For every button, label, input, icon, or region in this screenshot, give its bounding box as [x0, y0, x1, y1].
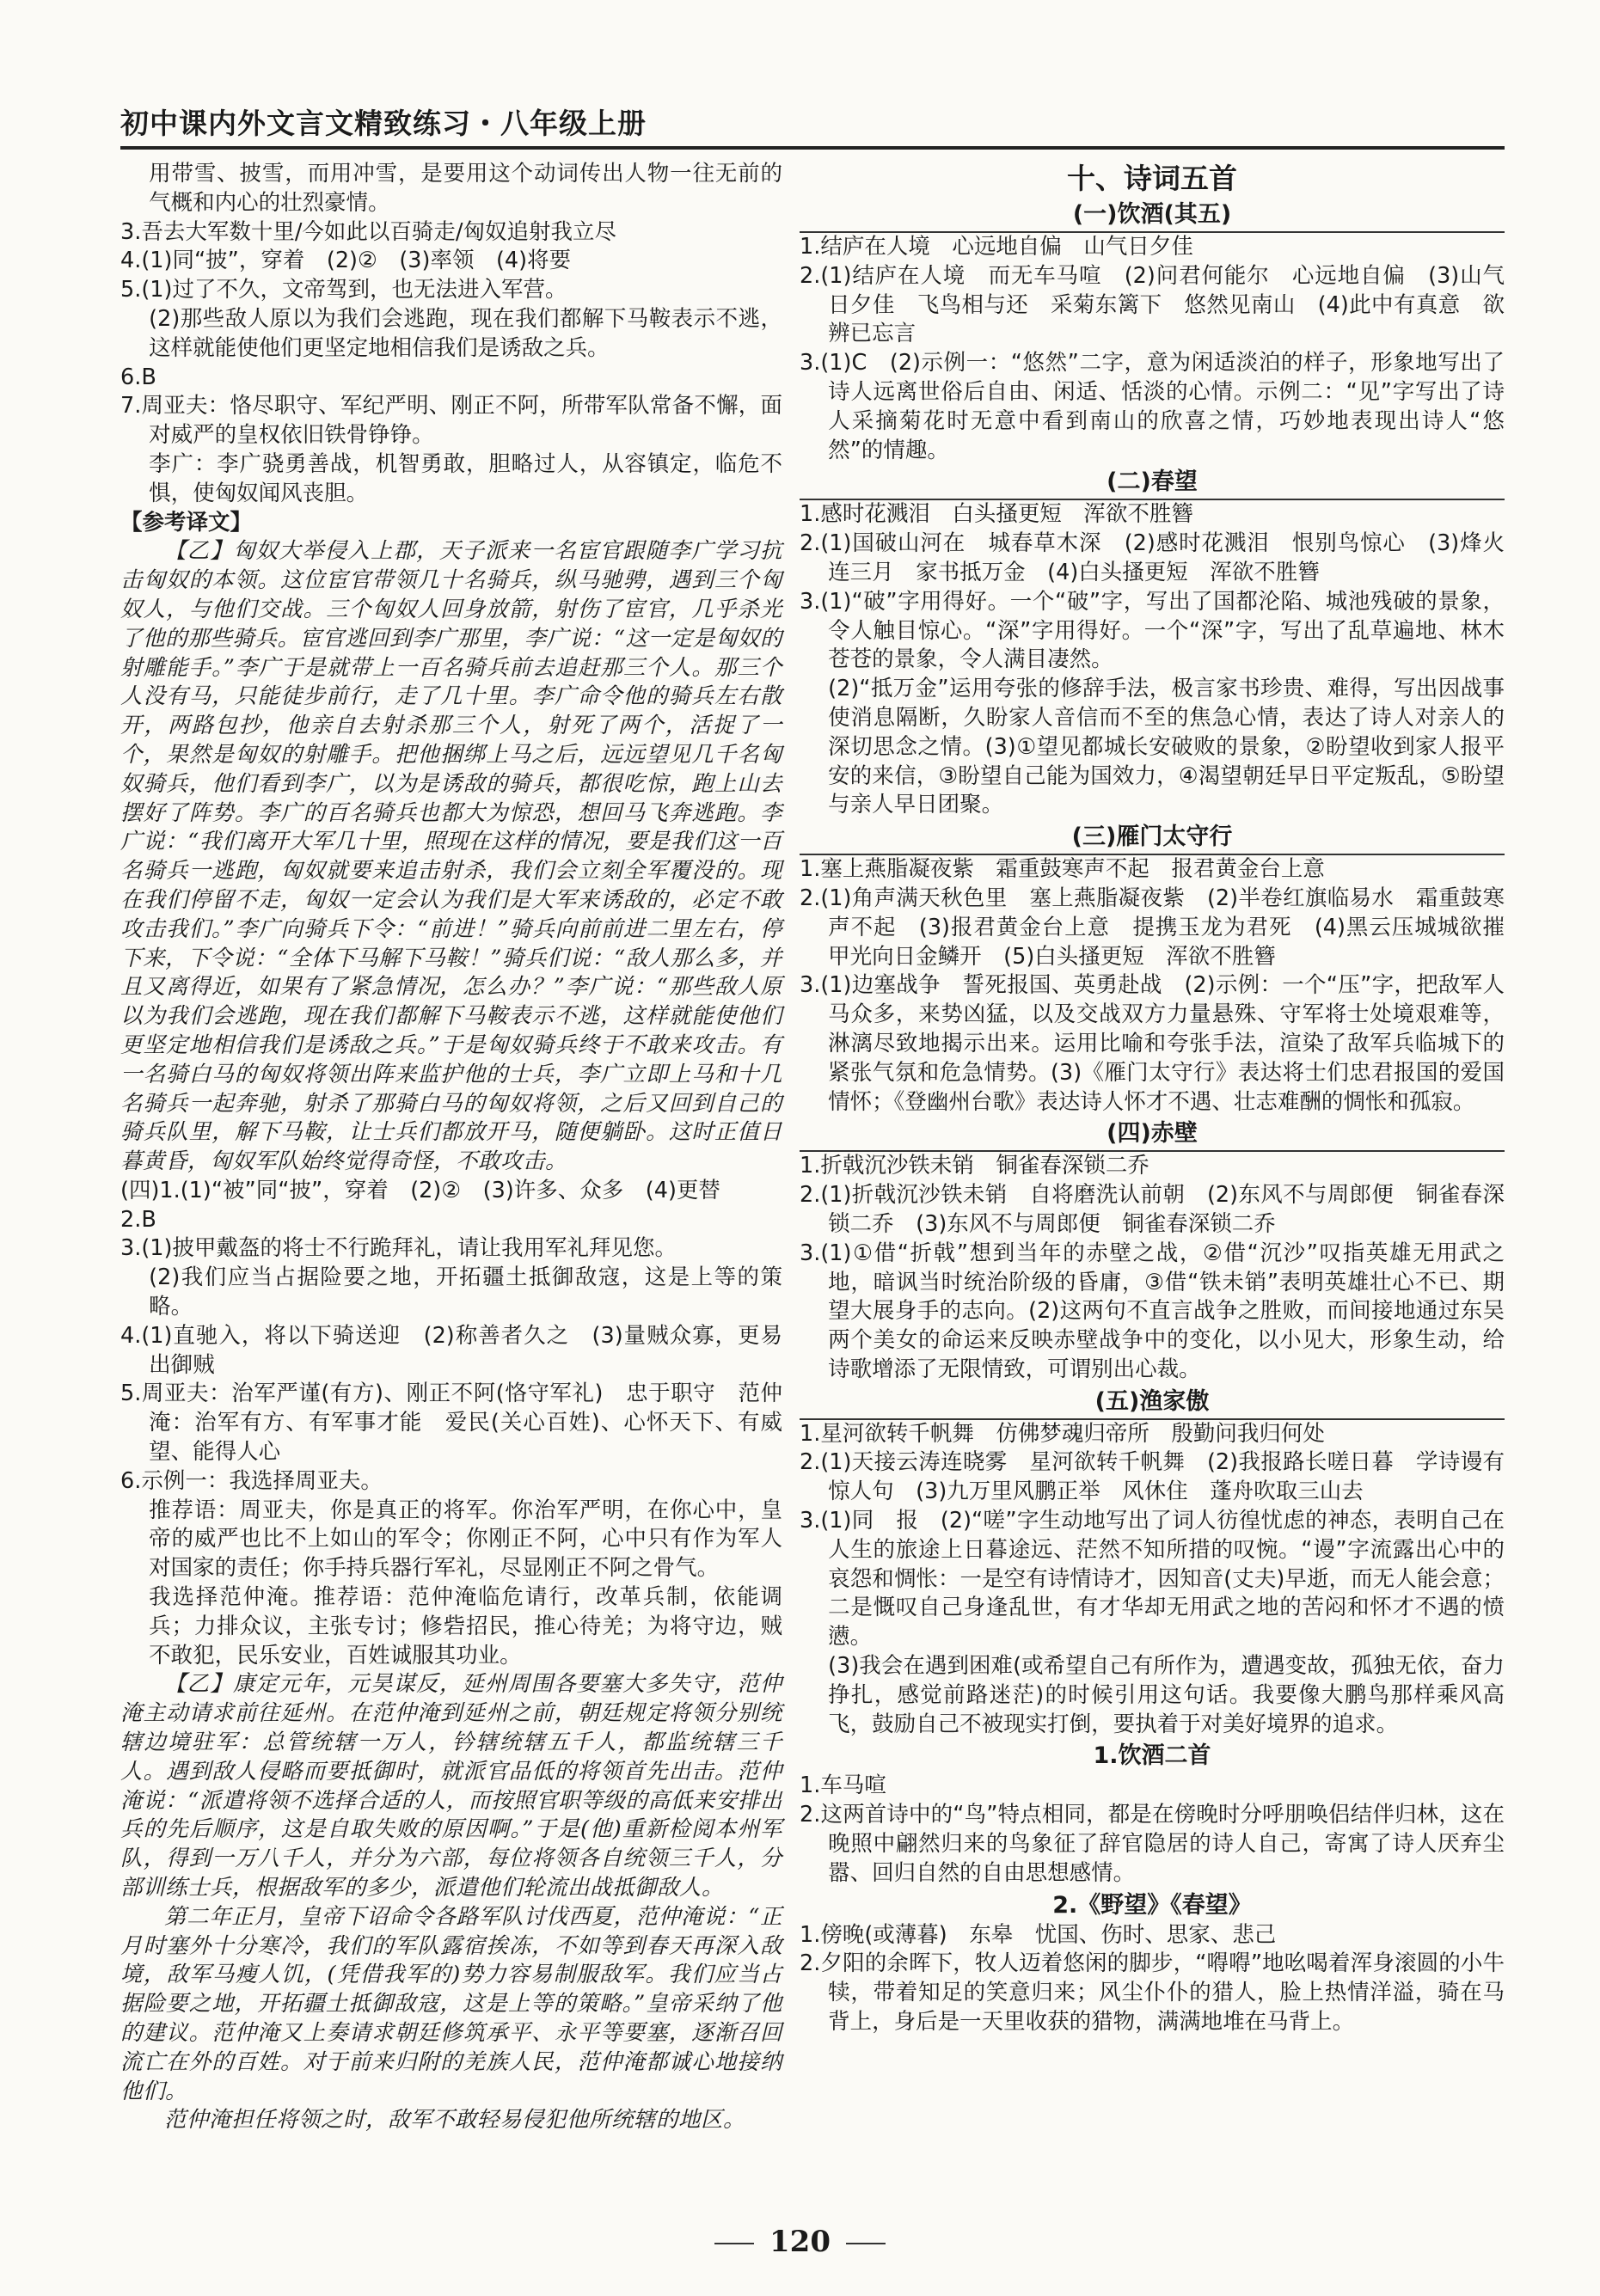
- answer-line: (3)我会在遇到困难(或希望自己有所作为，遭遇变故，孤独无依，奋力挣扎，感觉前路迷茫)的时候引用这句话。我要像大鹏鸟那样乘风高飞，鼓励自己不被现实打倒，要执着于对美好境界的追求。: [828, 1653, 1505, 1737]
- answer-line: 用带雪、披雪，而用冲雪，是要用这个动词传出人物一往无前的气概和内心的壮烈豪情。: [149, 161, 782, 216]
- answer-line: (2)我们应当占据险要之地，开拓疆土抵御敌寇，这是上等的策略。: [149, 1264, 782, 1320]
- answer-line: 4.(1)同“披”，穿着 (2)② (3)率领 (4)将要: [120, 248, 572, 274]
- answer-line: 1.车马喧: [800, 1773, 886, 1799]
- page-number-dash-left: [714, 2243, 754, 2244]
- subsection-title: (二)春望: [800, 467, 1505, 500]
- answer-line: 2.(1)角声满天秋色里 塞上燕脂凝夜紫 (2)半卷红旗临易水 霜重鼓寒声不起 (3)报君黄金台上意 提携玉龙为君死 (4)黑云压城城欲摧 甲光向日金鳞开 (5)白头搔更短 浑欲不胜簪: [800, 885, 1527, 970]
- answer-line: 3.吾去大军数十里/今如此以百骑走/匈奴追射我立尽: [120, 218, 617, 245]
- answer-line: 1.感时花溅泪 白头搔更短 浑欲不胜簪: [800, 501, 1193, 528]
- answer-line: 3.(1)①借“折戟”想到当年的赤壁之战，②借“沉沙”叹指英雄无用武之地，暗讽当时统治阶级的昏庸，③借“铁未销”表明英雄壮心不已、期望大展身手的志向。(2)这两句不直言战争之胜败，而间接地通过东吴两个美女的命运来反映赤壁战争中的变化，以小见大，形象生动，给诗歌增添了无限情致，可谓别出心裁。: [800, 1240, 1505, 1382]
- section-title: 十、诗词五首: [1067, 162, 1237, 195]
- answer-line: 1.折戟沉沙铁未销 铜雀春深锁二乔: [800, 1153, 1149, 1179]
- translation-paragraph: 【乙】康定元年，元昊谋反，延州周围各要塞大多失守，范仲淹主动请求前往延州。在范仲淹到延州之前，朝廷规定将领分别统辖边境驻军：总管统辖一万人，钤辖统辖五千人，都监统辖三千人。遇到敌人侵略而要抵御时，就派官品低的将领首先出击。范仲淹说：“派遣将领不选择合适的人，而按照官职等级的高低来安排出兵的先后顺序，这是自取失败的原因啊。”于是(他)重新检阅本州军队，得到一万八千人，并分为六部，每位将领各自统领三千人，分部训练士兵，根据敌军的多少，派遣他们轮流出战抵御敌人。: [120, 1671, 782, 1901]
- answer-line: 2.夕阳的余晖下，牧人迈着悠闲的脚步，“嘚嘚”地吆喝着浑身滚圆的小牛犊，带着知足的笑意归来；风尘仆仆的猎人，脸上热情洋溢，骑在马背上，身后是一天里收获的猎物，满满地堆在马背上。: [800, 1950, 1505, 2036]
- answer-line: 推荐语：周亚夫，你是真正的将军。你治军严明，在你心中，皇帝的威严也比不上如山的军令；你刚正不阿，心中只有作为军人对国家的责任；你手持兵器行军礼，尽显刚正不阿之骨气。: [149, 1497, 782, 1582]
- answer-line: 3.(1)边塞战争 誓死报国、英勇赴战 (2)示例：一个“压”字，把敌军人马众多，来势凶猛，以及交战双方力量悬殊、守军将士处境艰难等，淋漓尽致地揭示出来。运用比喻和夸张手法，渲染了敌军兵临城下的紧张气氛和危急情势。(3)《雁门太守行》表达将士们忠君报国的爱国情怀；《登幽州台歌》表达诗人怀才不遇、壮志难酬的惆怅和孤寂。: [800, 972, 1505, 1115]
- answer-line: 3.(1)同 报 (2)“嗟”字生动地写出了词人彷徨忧虑的神态，表明自己在人生的旅途上日暮途远、茫然不知所措的叹惋。“谩”字流露出心中的哀怨和惆怅：一是空有诗情诗才，因知音(丈夫)早逝，而无人能会意；二是慨叹自己身逢乱世，有才华却无用武之地的苦闷和怀才不遇的愤懑。: [800, 1508, 1505, 1650]
- subsection-title: 2.《野望》《春望》: [1052, 1891, 1252, 1919]
- answer-line: (2)“抵万金”运用夸张的修辞手法，极言家书珍贵、难得，写出因战事使消息隔断，久盼家人音信而不至的焦急心情，表达了诗人对亲人的深切思念之情。(3)①望见都城长安破败的景象，②盼望收到家人报平安的来信，③盼望自己能为国效力，④渴望朝廷早日平定叛乱，⑤盼望与亲人早日团聚。: [828, 676, 1505, 818]
- reference-translation-title: 【参考译文】: [120, 509, 253, 536]
- answer-line: 2.B: [120, 1206, 156, 1233]
- answer-line: 2.(1)国破山河在 城春草木深 (2)感时花溅泪 恨别鸟惊心 (3)烽火连三月 家书抵万金 (4)白头搔更短 浑欲不胜簪: [800, 530, 1505, 585]
- answer-line: 1.塞上燕脂凝夜紫 霜重鼓寒声不起 报君黄金台上意: [800, 856, 1325, 883]
- answer-line: 1.星河欲转千帆舞 仿佛梦魂归帝所 殷勤问我归何处: [800, 1420, 1325, 1447]
- translation-paragraph: 第二年正月，皇帝下诏命令各路军队讨伐西夏，范仲淹说：“正月时塞外十分寒冷，我们的军队露宿挨冻，不如等到春天再深入敌境，敌军马瘦人饥，(凭借我军的)势力容易制服敌军。我们应当占据险要之地，开拓疆土抵御敌寇，这是上等的策略。”皇帝采纳了他的建议。范仲淹又上奏请求朝廷修筑承平、永平等要塞，逐渐召回流亡在外的百姓。对于前来归附的羌族人民，范仲淹都诚心地接纳他们。: [120, 1903, 782, 2104]
- answer-line: 4.(1)直驰入，将以下骑送迎 (2)称善者久之 (3)量贼众寡，更易出御贼: [120, 1322, 782, 1378]
- right-parts: [800, 199, 1527, 2037]
- answer-line: 1.傍晚(或薄暮) 东皋 忧国、伤时、思家、悲己: [800, 1921, 1277, 1948]
- answer-line: 我选择范仲淹。推荐语：范仲淹临危请行，改革兵制，依能调兵；力排众议，主张专讨；修砦招民，推心待羌；为将守边，贼不敢犯，民乐安业，百姓诚服其功业。: [149, 1584, 782, 1668]
- answer-line: 李广：李广骁勇善战，机智勇敢，胆略过人，从容镇定，临危不惧，使匈奴闻风丧胆。: [149, 450, 782, 506]
- answer-line: 7.周亚夫：恪尽职守、军纪严明、刚正不阿，所带军队常备不懈，面对威严的皇权依旧铁骨铮铮。: [120, 393, 782, 449]
- answer-line: 2.(1)折戟沉沙铁未销 自将磨洗认前朝 (2)东风不与周郎便 铜雀春深锁二乔 (3)东风不与周郎便 铜雀春深锁二乔: [800, 1182, 1505, 1237]
- subsection-title: (三)雁门太守行: [800, 822, 1505, 855]
- header-rule: [120, 146, 1505, 150]
- subsection-title: (四)赤壁: [800, 1118, 1505, 1152]
- right-column: [800, 160, 1527, 2037]
- answer-line: 5.周亚夫：治军严谨(有方)、刚正不阿(恪守军礼) 忠于职守 范仲淹：治军有方、有军事才能 爱民(关心百姓)、心怀天下、有威望、能得人心: [120, 1381, 782, 1466]
- left-column: [120, 160, 782, 2135]
- translation-paragraph: 【乙】匈奴大举侵入上郡，天子派来一名宦官跟随李广学习抗击匈奴的本领。这位宦官带领几十名骑兵，纵马驰骋，遇到三个匈奴人，与他们交战。三个匈奴人回身放箭，射伤了宦官，几乎杀光了他的那些骑兵。宦官逃回到李广那里，李广说：“这一定是匈奴的射雕能手。”李广于是就带上一百名骑兵前去追赶那三个人。那三个人没有马，只能徒步前行，走了几十里。李广命令他的骑兵左右散开，两路包抄，他亲自去射杀那三个人，射死了两个，活捉了一个，果然是匈奴的射雕手。把他捆绑上马之后，远远望见几千名匈奴骑兵，他们看到李广，以为是诱敌的骑兵，都很吃惊，跑上山去摆好了阵势。李广的百名骑兵也都大为惊恐，想回马飞奔逃跑。李广说：“我们离开大军几十里，照现在这样的情况，要是我们这一百名骑兵一逃跑，匈奴就要来追击射杀，我们会立刻全军覆没的。现在我们停留不走，匈奴一定会认为我们是大军来诱敌的，必定不敢攻击我们。”李广向骑兵下令：“前进！”骑兵向前前进二里左右，停下来，下令说：“全体下马解下马鞍！”骑兵们说：“敌人那么多，并且又离得近，如果有了紧急情况，怎么办？”李广说：“那些敌人原以为我们会逃跑，现在我们都解下马鞍表示不逃，这样就能使他们更坚定地相信我们是诱敌之兵。”于是匈奴骑兵终于不敢来攻击。有一名骑白马的匈奴将领出阵来监护他的士兵，李广立即上马和十几名骑兵一起奔驰，射杀了那骑白马的匈奴将领，之后又回到自己的骑兵队里，解下马鞍，让士兵们都放开马，随便躺卧。这时正值日暮黄昏，匈奴军队始终觉得奇怪，不敢攻击。: [120, 538, 782, 1175]
- answer-line: 3.(1)披甲戴盔的将士不行跪拜礼，请让我用军礼拜见您。: [120, 1235, 677, 1262]
- answer-line: 3.(1)C (2)示例一：“悠然”二字，意为闲适淡泊的样子，形象地写出了诗人远离世俗后自由、闲适、恬淡的心情。示例二：“见”字写出了诗人采摘菊花时无意中看到南山的欣喜之情，巧妙地表现出诗人“悠然”的情趣。: [800, 350, 1505, 463]
- answer-line: 6.B: [120, 364, 156, 390]
- page-number-text: 120: [769, 2225, 831, 2259]
- answer-line: 6.示例一：我选择周亚夫。: [120, 1467, 383, 1494]
- subsection-title: 1.饮酒二首: [1093, 1742, 1211, 1770]
- translation-paragraph: 范仲淹担任将领之时，敌军不敢轻易侵犯他所统辖的地区。: [164, 2107, 746, 2134]
- answer-line: (2)那些敌人原以为我们会逃跑，现在我们都解下马鞍表示不逃，这样就能使他们更坚定地相信我们是诱敌之兵。: [149, 305, 782, 361]
- page-number: [0, 2225, 1600, 2259]
- answer-line: 1.结庐在人境 心远地自偏 山气日夕佳: [800, 234, 1193, 260]
- answer-line: 3.(1)“破”字用得好。一个“破”字，写出了国都沦陷、城池残破的景象，令人触目惊心。“深”字用得好。一个“深”字，写出了乱草遍地、林木苍苍的景象，令人满目凄然。: [800, 588, 1505, 673]
- book-header-title: 初中课内外文言文精致练习・八年级上册: [120, 107, 647, 140]
- answer-line: 2.(1)天接云涛连晓雾 星河欲转千帆舞 (2)我报路长嗟日暮 学诗谩有惊人句 (3)九万里风鹏正举 风休住 蓬舟吹取三山去: [800, 1449, 1505, 1505]
- subsection-title: (一)饮酒(其五): [800, 199, 1505, 233]
- answer-line: 5.(1)过了不久，文帝驾到，也无法进入军营。: [120, 277, 567, 303]
- subsection-title: (五)渔家傲: [800, 1387, 1505, 1420]
- page-number-dash-right: [846, 2243, 886, 2244]
- answer-line: 2.这两首诗中的“鸟”特点相同，都是在傍晚时分呼朋唤侣结伴归林，这在晚照中翩然归来的鸟象征了辞官隐居的诗人自己，寄寓了诗人厌弃尘嚣、回归自然的自由思想感情。: [800, 1802, 1505, 1886]
- answer-line: 2.(1)结庐在人境 而无车马喧 (2)问君何能尔 心远地自偏 (3)山气日夕佳 飞鸟相与还 采菊东篱下 悠然见南山 (4)此中有真意 欲辨已忘言: [800, 262, 1505, 347]
- answer-line: (四)1.(1)“被”同“披”，穿着 (2)② (3)许多、众多 (4)更替: [120, 1177, 720, 1203]
